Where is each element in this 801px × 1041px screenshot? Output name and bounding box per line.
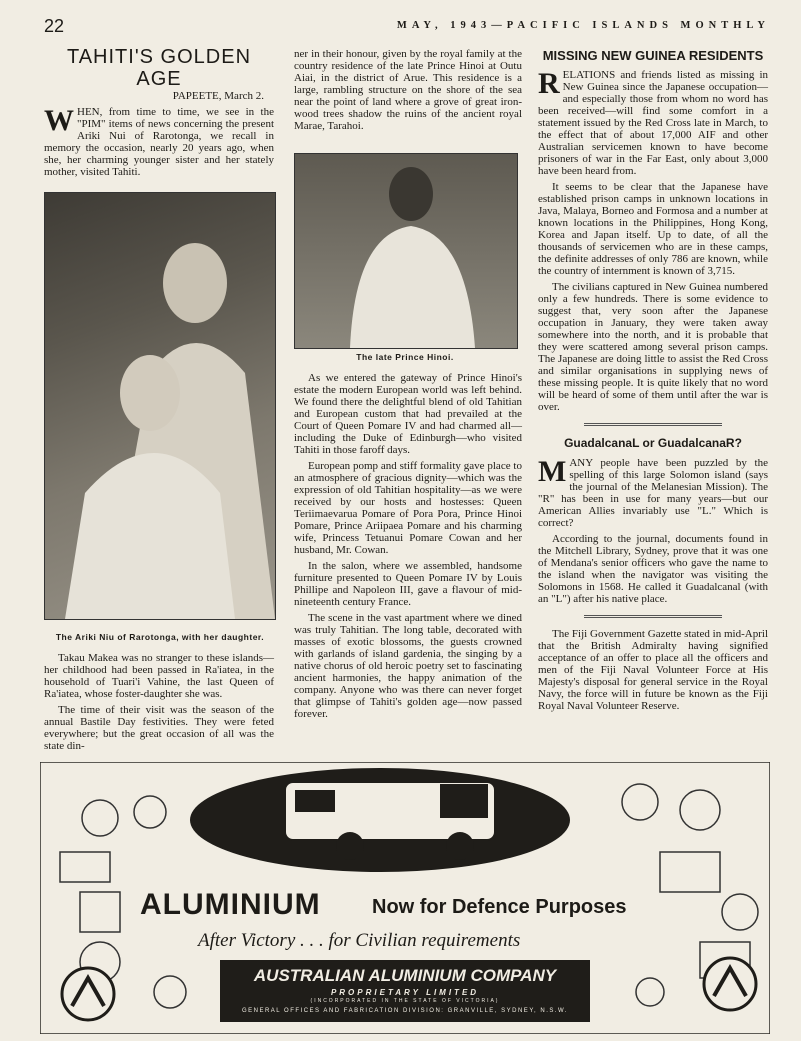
article-title: GuadalcanaL or GuadalcanaR? — [564, 436, 742, 450]
dropcap: W — [44, 104, 74, 137]
photo-ariki-nui — [44, 192, 276, 620]
article-missing-col3 — [538, 48, 768, 716]
intro-paragraph: MANY people have been puzzled by the spelling of this large Solomon island (says the journal of the Melanesian Mission). The "R" has been in use for many years—but our American Allies invariably use "L." Which is correct? — [538, 455, 768, 529]
paragraph: The Fiji Government Gazette stated in mid-April that the British Admiralty having signified acceptance of an offer to place all the officers and men of the Fiji Naval Volunteer Force at His Majesty's disposal for general service in the Royal Navy, the force will in future be known as the Fiji Royal Naval Volunteer Reserve. — [538, 628, 768, 712]
divider — [584, 615, 722, 618]
advert-subheadline: Now for Defence Purposes — [372, 896, 627, 918]
paragraph: ner in their honour, given by the royal family at the country residence of the late Prince Hinoi at Outu Aiai, in the district of Arue. This residence is a large, rambling structure on the shore of the sea near the point of land where a grove of great iron-wood trees shadow the ruins of the ancient royal Marae, Tarahoi. — [294, 48, 522, 132]
aluminium-advertisement — [40, 762, 770, 1034]
paragraph: The scene in the vast apartment where we dined was truly Tahitian. The long table, decorated with masses of exotic blossoms, the guests crowned with garlands of island gardenia, the singing by a native chorus of old heroic poetry set to fascinating ancient harmonies, the happy animation of the company. Anyone who was there can never forget that glimpse of Tahiti's golden age—now passed forever. — [294, 612, 522, 720]
paragraph: The civilians captured in New Guinea numbered only a few hundreds. There is some evidence to suggest that, very soon after the Japanese occupation in January, they were taken away somewhere into the north, and it is probable that they were scattered among several prison camps. The Japanese are doing little to assist the Red Cross and similar organisations in supplying news of these missing people. It is quite likely that no word will be heard of some of them until after the war is over. — [538, 281, 768, 413]
running-head: MAY, 1943—PACIFIC ISLANDS MONTHLY — [396, 20, 770, 31]
article-tahiti-col1-bottom — [44, 652, 274, 756]
paragraph: European pomp and stiff formality gave place to an atmosphere of gracious dignity—which was the expression of old Tahitian hospitality—as we were received by our hosts and hostesses: Queen Teriimaevarua Pomare of Pora Pora, Prince Hinoi Pomare, Prince Ariipaea Pomare and his charming wife, Princess Tetuanui Pomare Cowan and her husband, Mr. Cowan. — [294, 460, 522, 556]
photo2-caption: The late Prince Hinoi. — [356, 352, 454, 362]
article-tahiti-col1 — [44, 46, 274, 182]
paragraph: The time of their visit was the season of the annual Bastile Day festivities. They were feted everywhere; but the great occasion of all was the state din- — [44, 704, 274, 752]
portrait-illustration — [295, 154, 517, 348]
photo-prince-hinoi — [294, 153, 518, 349]
portrait-illustration — [45, 193, 275, 619]
company-address: GENERAL OFFICES AND FABRICATION DIVISION: GRANVILLE, SYDNEY, N.S.W. — [241, 1008, 569, 1014]
company-incorporation: (INCORPORATED IN THE STATE OF VICTORIA) — [310, 998, 500, 1004]
paragraph: It seems to be clear that the Japanese have established prison camps in unknown locations in Java, Malaya, Borneo and Formosa and a number at known locations in the Philippines, Hong Kong, Korea and Japan itself. Up to date, of all the thousands of servicemen who are in these camps, the definite addresses of only 786 are known, while the country of internment is known of 3,715. — [538, 181, 768, 277]
paragraph: As we entered the gateway of Prince Hinoi's estate the modern European world was left behind. We found there the delightful blend of old Tahitian and European custom that had prevailed at the Court of Queen Pomare IV and had charmed all—including the Duke of Edinburgh—who visited Tahiti in those faroff days. — [294, 372, 522, 456]
article-title: TAHITI'S GOLDEN AGE — [66, 46, 252, 90]
page-number: 22 — [44, 16, 65, 36]
paragraph: According to the journal, documents found in the Mitchell Library, Sydney, prove that it was one of Mendana's senior officers who gave the name to the island when the navigator was visiting the Solomons in 1568. He called it Guadalcanal (with an "L") after his native place. — [538, 533, 768, 605]
intro-paragraph: WHEN, from time to time, we see in the "PIM" items of news concerning the present Ariki Nui of Rarotonga, we recall in memory the occasion, nearly 20 years ago, when she, her charming younger sister and her stately mother, visited Tahiti. — [44, 104, 274, 178]
article-title: MISSING NEW GUINEA RESIDENTS — [542, 48, 764, 63]
paragraph: Takau Makea was no stranger to these islands—her childhood had been passed in Ra'iatea, in the household of Tuari'i Vahine, the last Queen of Ra'iatea, whose foster-daughter she was. — [44, 652, 274, 700]
divider — [584, 423, 722, 426]
article-tahiti-col2-top — [294, 48, 522, 136]
paragraph: In the salon, where we assembled, handsome furniture presented to Queen Pomare IV by Louis Phillipe and Napoleon III, gave a flavour of mid-nineteenth century France. — [294, 560, 522, 608]
dropcap: R — [538, 67, 560, 100]
article-tahiti-col2-bottom — [294, 372, 522, 724]
intro-paragraph: RELATIONS and friends listed as missing in New Guinea since the Japanese occupation—and especially those from whom no word has been received—will find some comfort in a statement issued by the Red Cross late in March, to the effect that of about 17,000 AIF and other Australian servicemen known to have become prisoners of war in the Far East, only about 3,000 have been heard from. — [538, 67, 768, 177]
advert-headline: ALUMINIUM — [140, 888, 321, 921]
dropcap: M — [538, 455, 567, 488]
advert-tagline: After Victory . . . for Civilian requirements — [198, 930, 521, 951]
dateline: PAPEETE, March 2. — [172, 90, 264, 102]
company-subtitle: PROPRIETARY LIMITED — [330, 988, 480, 997]
photo1-caption: The Ariki Niu of Rarotonga, with her daughter. — [55, 632, 265, 642]
company-name: AUSTRALIAN ALUMINIUM COMPANY — [253, 966, 557, 985]
